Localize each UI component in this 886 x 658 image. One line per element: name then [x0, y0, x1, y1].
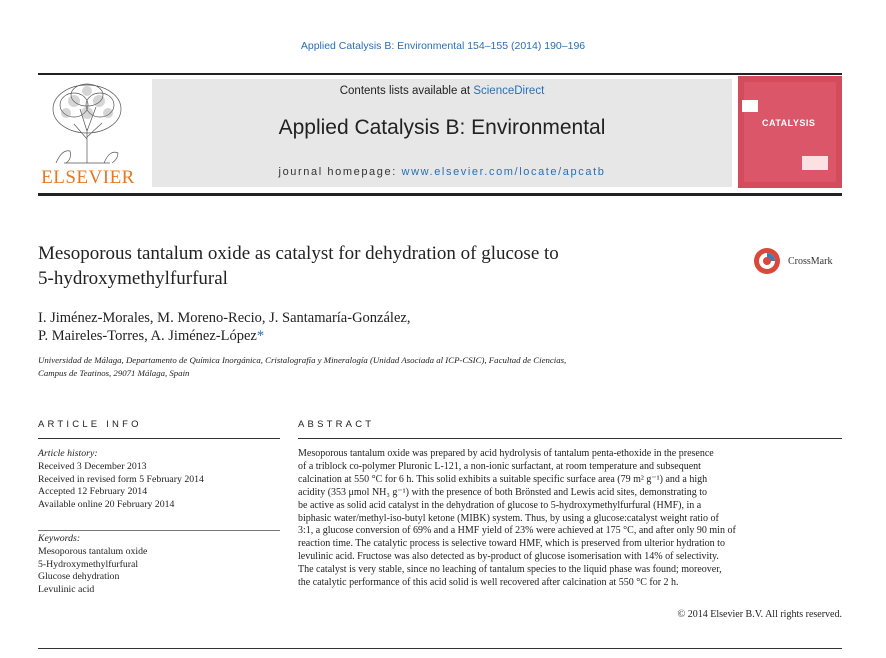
history-label: Article history: [38, 448, 98, 459]
contents-prefix: Contents lists available at [339, 85, 474, 97]
crossmark-badge[interactable] [752, 246, 842, 274]
keywords-label: Keywords: [38, 533, 81, 544]
abstract-rule [298, 438, 842, 439]
cover-emblem [742, 100, 758, 112]
journal-banner [152, 79, 732, 187]
copyright-notice: © 2014 Elsevier B.V. All rights reserved. [677, 609, 842, 620]
keyword-item: Mesoporous tantalum oxide [38, 546, 148, 557]
journal-cover[interactable] [738, 76, 842, 188]
keyword-item: Levulinic acid [38, 583, 95, 595]
authors-line: I. Jiménez-Morales, M. Moreno-Recio, J. Santamaría-González, [38, 310, 411, 326]
title-line: 5-hydroxymethylfurfural [38, 268, 228, 289]
keyword-item: 5-Hydroxymethylfurfural [38, 558, 139, 570]
abstract-line: be active as solid acid catalyst in the dehydration of glucose to 5-hydroxymethylfurfural (HMF), in a [298, 499, 702, 511]
abstract-line: of a triblock co-polymer Pluronic L-121, a non-ionic surfactant, at room temperature and subsequent [298, 460, 701, 472]
contents-available-line [152, 85, 732, 97]
corresponding-author-mark[interactable]: * [256, 328, 265, 344]
journal-name: Applied Catalysis B: Environmental [278, 116, 606, 139]
abstract-line: biphasic water/methyl-iso-butyl ketone (MIBK) system. Thus, by using a glucose:catalyst weight ratio of [298, 512, 719, 524]
elsevier-wordmark: ELSEVIER [41, 167, 135, 188]
history-item: Accepted 12 February 2014 [38, 486, 148, 498]
article-info-heading: ARTICLE INFO [38, 419, 142, 430]
journal-homepage-line [152, 166, 732, 178]
crossmark-label: CrossMark [788, 256, 833, 267]
article-info-rule [38, 438, 280, 439]
keywords-list [38, 546, 147, 596]
affiliation-line: Universidad de Málaga, Departamento de Química Inorgánica, Cristalografía y Mineralogía (Unidad Asociada al ICP-CSIC), Facultad de Ciencias, [38, 355, 567, 365]
authors-line [38, 328, 264, 345]
homepage-prefix: journal homepage: [278, 166, 402, 178]
abstract-line: Mesoporous tantalum oxide was prepared by acid hydrolysis of tantalum penta-ethoxide in the presence [298, 448, 714, 459]
authors-line-2: P. Maireles-Torres, A. Jiménez-López [38, 328, 257, 344]
header-thick-rule [38, 193, 842, 196]
history-item: Available online 20 February 2014 [38, 498, 175, 510]
abstract-line: levulinic acid. Fructose was also detected as by-product of glucose isomerisation with 14% of selectivity. [298, 551, 719, 563]
history-item: Received in revised form 5 February 2014 [38, 473, 204, 485]
crossmark-icon [752, 246, 782, 276]
cover-title: CATALYSIS [762, 118, 816, 128]
abstract-line: reaction time. The catalytic process is selective toward HMF, which is preserved from ulterior hydration to [298, 538, 725, 550]
abstract-line: the catalytic performance of this acid solid is well recovered after calcination at 550 °C for 2 h. [298, 577, 679, 589]
affiliation-line: Campus de Teatinos, 29071 Málaga, Spain [38, 368, 190, 378]
article-title [38, 241, 728, 291]
abstract-line: acidity (353 μmol NH₃ g⁻¹) with the presence of both Brönsted and Lewis acid sites, demonstrating to [298, 486, 707, 498]
article-info-divider [38, 530, 280, 531]
abstract-line: The catalyst is very stable, since no leaching of tantalum species to the liquid phase was found; moreover, [298, 564, 722, 576]
abstract-line: 3:1, a glucose conversion of 69% and a HMF yield of 23% were achieved at 175 °C, and after only 90 min of [298, 525, 736, 537]
homepage-link[interactable]: www.elsevier.com/locate/apcatb [401, 166, 606, 178]
history-item: Received 3 December 2013 [38, 461, 147, 472]
title-line: Mesoporous tantalum oxide as catalyst for dehydration of glucose to [38, 243, 559, 264]
journal-citation[interactable]: Applied Catalysis B: Environmental 154–155 (2014) 190–196 [300, 40, 586, 52]
footer-rule [38, 648, 842, 649]
abstract-body [298, 448, 842, 590]
elsevier-logo[interactable] [38, 79, 146, 187]
abstract-heading: ABSTRACT [298, 419, 375, 430]
history-list [38, 461, 204, 511]
elsevier-tree-icon [44, 79, 130, 165]
abstract-line: calcination at 550 °C for 6 h. This solid exhibits a suitable specific surface area (79 m² g⁻¹) and a high [298, 473, 708, 485]
cover-publisher-logo [802, 156, 828, 170]
keyword-item: Glucose dehydration [38, 571, 120, 583]
sciencedirect-link[interactable]: ScienceDirect [473, 85, 545, 97]
header-rule [38, 73, 842, 75]
